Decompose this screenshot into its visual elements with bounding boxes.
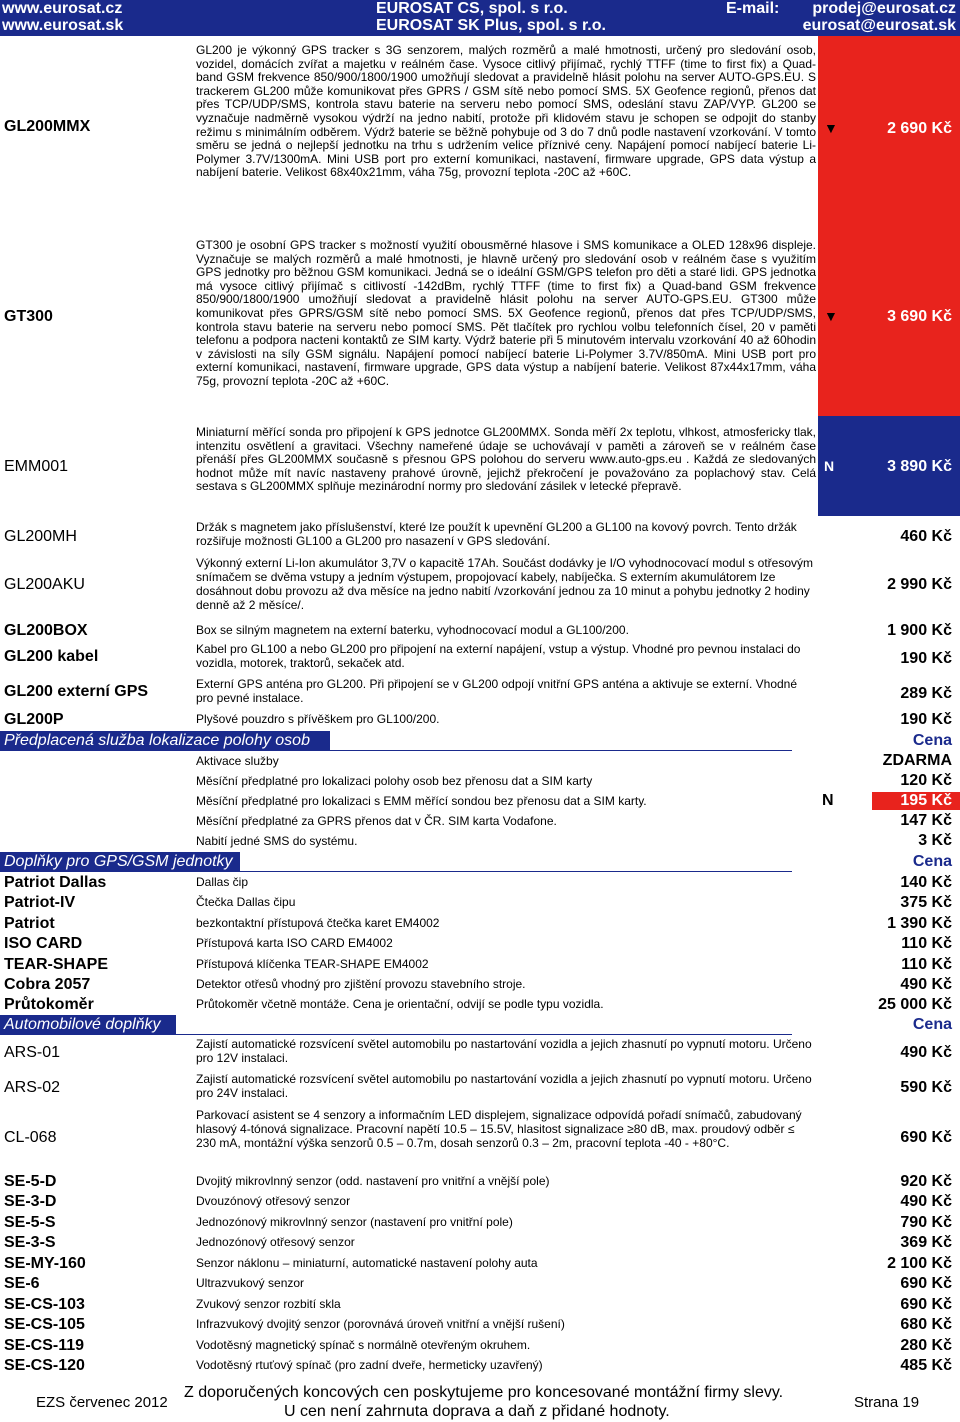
product-price: 690 Kč bbox=[900, 1275, 952, 1292]
product-code: GL200MMX bbox=[4, 118, 91, 135]
product-price: 790 Kč bbox=[900, 1214, 952, 1231]
product-price: 3 890 Kč bbox=[887, 458, 952, 475]
footer-date: EZS červenec 2012 bbox=[36, 1394, 168, 1411]
price-cell bbox=[818, 416, 960, 516]
product-description: Dallas čip bbox=[196, 875, 249, 889]
page-header bbox=[0, 0, 960, 36]
product-description: Vodotěsný rtuťový spínač (pro zadní dveře, hermeticky uzavřený) bbox=[196, 1358, 543, 1372]
product-code: EMM001 bbox=[4, 458, 69, 475]
product-row bbox=[0, 1071, 960, 1103]
footer-note-shipping: U cen není zahrnuta doprava a daň z přidané hodnoty. bbox=[284, 1403, 670, 1420]
product-price: 690 Kč bbox=[900, 1296, 952, 1313]
product-code: Cobra 2057 bbox=[4, 976, 91, 993]
service-description: Nabití jedné SMS do systému. bbox=[196, 834, 358, 848]
product-description: Vodotěsný magnetický spínač s normálně otevřeným okruhem. bbox=[196, 1338, 531, 1352]
product-price: 485 Kč bbox=[900, 1357, 952, 1374]
product-price: 920 Kč bbox=[900, 1173, 952, 1190]
service-description: Měsíční předplatné pro lokalizaci s EMM měřící sondou bez přenosu dat a SIM karty. bbox=[196, 794, 647, 808]
product-code: SE-6 bbox=[4, 1275, 40, 1292]
product-description: Infrazvukový dvojitý senzor (porovnává úroveň vnitřní a vnější rušení) bbox=[196, 1317, 565, 1331]
header-email-label: E-mail: bbox=[726, 0, 780, 17]
product-code: GT300 bbox=[4, 308, 53, 325]
product-row bbox=[0, 1036, 960, 1068]
product-code: GL200BOX bbox=[4, 622, 88, 639]
product-price: 680 Kč bbox=[900, 1316, 952, 1333]
section-title: Předplacená služba lokalizace polohy osob bbox=[0, 731, 330, 750]
product-description: Jednozónový otřesový senzor bbox=[196, 1235, 355, 1249]
service-price: 3 Kč bbox=[918, 832, 952, 849]
section-title: Doplňky pro GPS/GSM jednotky bbox=[0, 852, 240, 871]
product-price: 289 Kč bbox=[900, 685, 952, 702]
product-block-emm001 bbox=[0, 416, 960, 516]
product-row bbox=[0, 1107, 960, 1169]
product-price: 190 Kč bbox=[900, 711, 952, 728]
section-price-heading: Cena bbox=[912, 853, 952, 870]
product-code: TEAR-SHAPE bbox=[4, 956, 109, 973]
header-web-cz[interactable]: www.eurosat.cz bbox=[2, 0, 123, 17]
product-price: 1 900 Kč bbox=[887, 622, 952, 639]
product-price: 110 Kč bbox=[901, 935, 952, 952]
section-title: Automobilové doplňky bbox=[0, 1015, 176, 1034]
product-code: ARS-01 bbox=[4, 1044, 61, 1061]
product-price: 490 Kč bbox=[900, 976, 952, 993]
header-email-sk[interactable]: eurosat@eurosat.sk bbox=[802, 17, 956, 34]
service-price: 195 Kč bbox=[872, 792, 960, 810]
header-web-sk[interactable]: www.eurosat.sk bbox=[2, 17, 124, 34]
product-description: Výkonný externí Li-Ion akumulátor 3,7V o kapacitě 17Ah. Součást dodávky je I/O vyhodnocovací modul s otřesovým snímačem se dvěma vstupy a jedním výstupem, propojovací kabely, nabíječka. S externím akumulátorem lze dosáhnout dobu provozu až dva měsíce na jedno nabití /vzorkování jednou za 10 minut a pohybu jednotky 2 hodiny denně až 2 měsíce/. bbox=[196, 556, 813, 612]
section-header-prepaid bbox=[0, 731, 960, 751]
product-code: Patriot Dallas bbox=[4, 874, 107, 891]
product-code: SE-5-D bbox=[4, 1173, 57, 1190]
product-code: SE-3-D bbox=[4, 1193, 57, 1210]
product-code: SE-MY-160 bbox=[4, 1255, 86, 1272]
product-row bbox=[0, 1254, 960, 1274]
product-description: Miniaturní měřící sonda pro připojení k GPS jednotce GL200MMX. Sonda měří 2x teplotu, vlhkost, atmosfericky tlak, intenzitu osvětlení a gravitaci. Všechny nameřené údaje se uchovávají v paměti a zároveň se v reálném čase přenáší přes GL200MMX současně s přesnou GPS polohou do serveru www.auto-gps.eu . Každá ze sledovaných hodnot může mít navíc nastaveny prahové úrovně, jejichž překročení je považováno za poplachový stav. Celá sestava s GL200MMX splňuje mezinárodní normy pro sledování zásilek v letecké přepravě. bbox=[196, 425, 816, 494]
product-row bbox=[0, 1295, 960, 1315]
product-code: ARS-02 bbox=[4, 1079, 61, 1096]
product-price: 690 Kč bbox=[900, 1129, 952, 1146]
header-company-cz: EUROSAT CS, spol. s r.o. bbox=[376, 0, 568, 17]
product-row bbox=[0, 642, 960, 674]
product-price: 110 Kč bbox=[901, 956, 952, 973]
product-code: GL200AKU bbox=[4, 576, 85, 593]
product-row bbox=[0, 556, 960, 618]
product-code: SE-5-S bbox=[4, 1214, 56, 1231]
product-description: Průtokoměr včetně montáže. Cena je orientační, odvijí se podle typu vozidla. bbox=[196, 997, 604, 1011]
product-description: Čtečka Dallas čipu bbox=[196, 895, 296, 909]
service-row bbox=[0, 751, 960, 771]
price-cell bbox=[818, 218, 960, 416]
product-price: 2 990 Kč bbox=[887, 576, 952, 593]
product-description: Senzor náklonu – miniaturní, automatické nastavení polohy auta bbox=[196, 1256, 538, 1270]
product-description: Detektor otřesů vhodný pro zjištění provozu stavebního stroje. bbox=[196, 977, 526, 991]
service-row bbox=[0, 831, 960, 851]
section-header-auto-accessories bbox=[0, 1015, 960, 1035]
product-description: Zvukový senzor rozbití skla bbox=[196, 1297, 341, 1311]
product-row bbox=[0, 1315, 960, 1335]
product-description: bezkontaktní přístupová čtečka karet EM4002 bbox=[196, 916, 440, 930]
product-code: SE-CS-119 bbox=[4, 1337, 85, 1354]
product-price: 140 Kč bbox=[900, 874, 952, 891]
product-price: 369 Kč bbox=[900, 1234, 952, 1251]
product-description: Jednozónový mikrovlnný senzor (nastavení pro vnitřní pole) bbox=[196, 1215, 513, 1229]
product-description: GT300 je osobní GPS tracker s možností využití obousměrné hlasove i SMS komunikace a OLED 128x96 displeje. Vyznačuje se malých rozměrů a malé hmotnosti, je hlavně určený pro sledování osob v reálném čase s využitím GPS jednotky pro běžnou GSM komunikaci. Jedná se o ideální GSM/GPS telefon pro děti a staré lidi. GPS jednotka má vysoce citlivý přijímač s citlivostí -142dBm, rychlý TTFF (time to first fix) a Quad-band GSM frekvence 850/900/1800/1900 umožňují sledovat a pravidelně hlásit polohu na server AUTO-GPS.EU. GT300 může komunikovat přes GPRS/GSM sítě nebo pomocí SMS. 5X Geofence regionů, přenos dat přes TCP/UDP/SMS, kontrola stavu baterie na serveru nebo pomocí SMS. Pět tlačítek pro rychlou volbu telefonních čísel, 20 v paměti telefonu a podpora nacteni kontaktů ze SIM karty. Výdrž baterie při 5 minutovém intervalu vzorkování 40 až 60hodin v závislosti na síly GSM signálu. Napájení pomocí nabíjecí baterie Li-Polymer 3.7V/850mA. Mini USB port pro externí komunikaci, nastavení, firmware upgrade, GPS data výstup a nabíjení baterie. Velikost 87x44x17mm, váha 75g, provozní teplota -20C až +60C. bbox=[196, 238, 816, 388]
product-row bbox=[0, 1274, 960, 1294]
product-price: 2 690 Kč bbox=[887, 120, 952, 137]
product-code: GL200MH bbox=[4, 528, 77, 545]
product-code: GL200P bbox=[4, 711, 64, 728]
product-row bbox=[0, 622, 960, 640]
product-price: 280 Kč bbox=[900, 1337, 952, 1354]
product-row bbox=[0, 934, 960, 954]
product-description: Externí GPS anténa pro GL200. Při připojení se v GL200 odpojí vnitřní GPS anténa a aktivuje se externí. Vhodné pro pevné instalace. bbox=[196, 677, 798, 705]
product-price: 25 000 Kč bbox=[878, 996, 952, 1013]
service-row bbox=[0, 811, 960, 831]
product-code: SE-3-S bbox=[4, 1234, 56, 1251]
section-price-heading: Cena bbox=[912, 732, 952, 749]
price-cell bbox=[818, 36, 960, 218]
product-description: Držák s magnetem jako příslušenství, které lze použít k upevnění GL200 a GL100 na kovový povrch. Tento držák rozšiřuje možnosti GL100 a GL200 pro nasazení v GPS sledování. bbox=[196, 520, 797, 548]
product-row bbox=[0, 914, 960, 934]
product-code: GL200 kabel bbox=[4, 648, 99, 665]
product-price: 460 Kč bbox=[900, 528, 952, 545]
section-header-gps-accessories bbox=[0, 852, 960, 872]
product-row bbox=[0, 677, 960, 709]
product-description: Box se silným magnetem na externí baterku, vyhodnocovací modul a GL100/200. bbox=[196, 623, 629, 637]
product-description: Přístupová karta ISO CARD EM4002 bbox=[196, 936, 393, 950]
product-price: 490 Kč bbox=[900, 1193, 952, 1210]
product-row bbox=[0, 873, 960, 893]
service-description: Aktivace služby bbox=[196, 754, 279, 768]
product-row bbox=[0, 1172, 960, 1192]
service-price: ZDARMA bbox=[882, 752, 952, 769]
section-underline bbox=[0, 871, 792, 872]
product-code: GL200 externí GPS bbox=[4, 683, 149, 700]
product-price: 190 Kč bbox=[900, 650, 952, 667]
header-email-cz[interactable]: prodej@eurosat.cz bbox=[812, 0, 956, 17]
product-code: CL-068 bbox=[4, 1129, 57, 1146]
price-down-arrow-icon: ▼ bbox=[824, 308, 838, 324]
section-price-heading: Cena bbox=[912, 1016, 952, 1033]
service-price: 147 Kč bbox=[900, 812, 952, 829]
header-company-sk: EUROSAT SK Plus, spol. s r.o. bbox=[376, 17, 606, 34]
new-badge: N bbox=[824, 458, 835, 474]
price-down-arrow-icon: ▼ bbox=[824, 120, 838, 136]
product-block-gl200mmx bbox=[0, 36, 960, 218]
product-description: Přístupová klíčenka TEAR-SHAPE EM4002 bbox=[196, 957, 429, 971]
product-row bbox=[0, 1192, 960, 1212]
product-row bbox=[0, 995, 960, 1015]
product-code: SE-CS-105 bbox=[4, 1316, 85, 1333]
product-price: 375 Kč bbox=[900, 894, 952, 911]
service-description: Měsíční předplatné za GPRS přenos dat v ČR. SIM karta Vodafone. bbox=[196, 814, 557, 828]
product-description: GL200 je výkonný GPS tracker s 3G senzorem, malých rozměrů a malé hmotnosti, určený pro sledování osob, vozidel, domácích zvířat a majetku v reálném čase. Vysoce citlivý přijímač, rychlý TTFF (time to first fix) a Quad-band GSM frekvence 850/900/1800/1900 umožňují sledovat a pravidelně hlásit polohu na server AUTO-GPS.EU. S trackerem GL200 může komunikovat přes GPRS / GSM sítě nebo pomocí SMS. 5X Geofence regionů, přenos dat přes TCP/UDP/SMS, kontrola stavu baterie na serveru nebo pomocí SMS, odeslání stavu ZAP/VYP. GL200 se vyznačuje nadměrně vysokou výdrží na jedno nabití, protože při klidovém stavu je schopen se odpojit do stanby režimu s minimálním odběrem. Výdrž baterie se běžně pohybuje od 3 do 7 dnů podle nastavení vzorkování. V tomto směru se jedná o nejlepší jednotku na trhu s udržením velice příznivé ceny. Napájení pomocí nabíjecí baterie Li-Polymer 3.7V/1300mA. Mini USB port pro externí komunikaci, nastavení, firmware upgrade, GPS data výstup a nabíjení baterie. Velikost 68x40x21mm, váha 75g, provozní teplota -20C až +60C. bbox=[196, 43, 816, 180]
product-description: Dvojitý mikrovlnný senzor (odd. nastavení pro vnitřní a vnější pole) bbox=[196, 1174, 550, 1188]
product-row bbox=[0, 1356, 960, 1376]
product-description: Ultrazvukový senzor bbox=[196, 1276, 305, 1290]
product-price: 3 690 Kč bbox=[887, 308, 952, 325]
product-row bbox=[0, 955, 960, 975]
product-block-gt300 bbox=[0, 218, 960, 416]
section-underline bbox=[0, 1034, 792, 1035]
service-description: Měsíční předplatné pro lokalizaci polohy osob bez přenosu dat a SIM karty bbox=[196, 774, 593, 788]
product-price: 490 Kč bbox=[900, 1044, 952, 1061]
service-row bbox=[0, 771, 960, 791]
product-code: Patriot-IV bbox=[4, 894, 76, 911]
service-price: 120 Kč bbox=[900, 772, 952, 789]
product-row bbox=[0, 893, 960, 913]
new-badge: N bbox=[822, 792, 834, 809]
product-code: Patriot bbox=[4, 915, 55, 932]
product-price: 1 390 Kč bbox=[887, 915, 952, 932]
product-description: Kabel pro GL100 a nebo GL200 pro připojení na externí napájení, vstup a výstup. Vhodné pro pevnou instalaci do vozidla, motorek, traktorů, sekaček atd. bbox=[196, 642, 801, 670]
product-description: Zajistí automatické rozsvícení světel automobilu po nastartování vozidla a jejich zhasnutí po vypnutí motoru. Určeno pro 12V instalaci. bbox=[196, 1037, 812, 1065]
footer-page-number: Strana 19 bbox=[854, 1394, 920, 1411]
product-description: Dvouzónový otřesový senzor bbox=[196, 1194, 351, 1208]
product-description: Parkovací asistent se 4 senzory a informačním LED displejem, signalizace odpovídá pořadí snímačů, zabudovaný hlasový 4-tónová signalizace. Pracovní napětí 10.5 – 15.5V, hlasitost signalizace ≥80 dB, max. proudový odběr ≤ 230 mA, montážní výška senzorů 0.5 – 0.7m, dosah senzorů 0.3 – 2m, pracovní teplota -40 - +80°C. bbox=[196, 1108, 802, 1150]
product-row bbox=[0, 975, 960, 995]
product-row bbox=[0, 1336, 960, 1356]
product-row bbox=[0, 1213, 960, 1233]
product-code: ISO CARD bbox=[4, 935, 83, 952]
product-code: SE-CS-120 bbox=[4, 1357, 85, 1374]
product-row bbox=[0, 1233, 960, 1253]
service-row bbox=[0, 791, 960, 811]
product-description: Plyšové pouzdro s přívěškem pro GL100/200. bbox=[196, 712, 440, 726]
product-price: 590 Kč bbox=[900, 1079, 952, 1096]
product-row bbox=[0, 711, 960, 729]
product-code: SE-CS-103 bbox=[4, 1296, 85, 1313]
footer-note-discounts: Z doporučených koncových cen poskytujeme pro koncesované montážní firmy slevy. bbox=[184, 1384, 784, 1401]
product-description: Zajistí automatické rozsvícení světel automobilu po nastartování vozidla a jejich zhasnutí po vypnutí motoru. Určeno pro 24V instalaci. bbox=[196, 1072, 812, 1100]
product-price: 2 100 Kč bbox=[887, 1255, 952, 1272]
product-code: Průtokoměr bbox=[4, 996, 94, 1013]
